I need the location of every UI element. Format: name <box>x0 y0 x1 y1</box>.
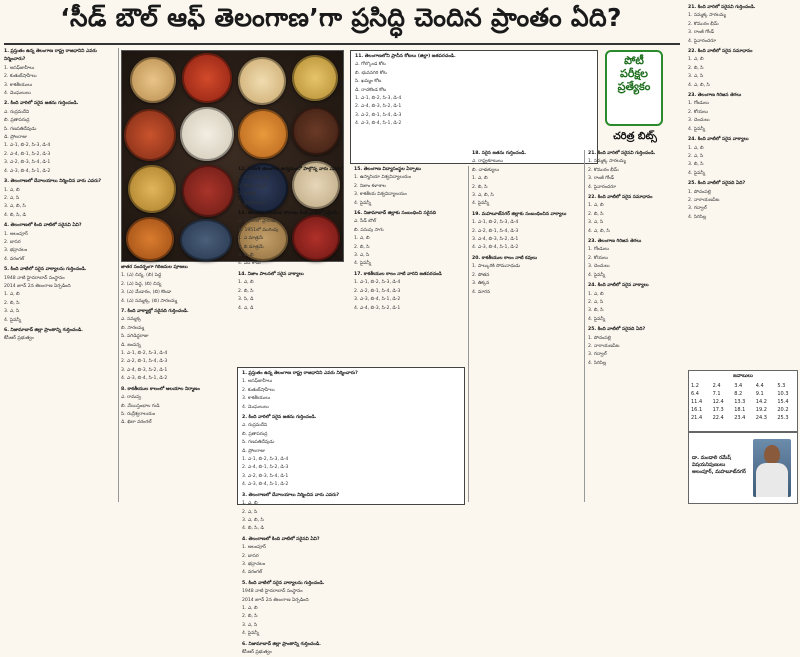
answer-option: 4. ఎ, బి, సి <box>588 228 610 234</box>
answer-option: 1. (ఎ) చిన్న, (బి) పెద్ద <box>121 273 162 279</box>
answer-option: 3. ఎ, సి <box>588 220 604 226</box>
answer-option: 3. చెంచులు <box>688 118 710 124</box>
answer-option: 4. ఎ-3, బి-4, సి-1, డి-2 <box>472 245 519 251</box>
question-text: 23. తెలంగాణ గిరిజన తెగలు <box>588 239 642 245</box>
question-item <box>355 53 593 129</box>
answer-option: సి. గణపతిదేవుడు <box>242 440 275 446</box>
question-item <box>588 326 684 368</box>
answer-option: 1. మర్రి చెన్నారెడ్డి <box>238 175 269 181</box>
answer-option: 2. కొండా లక్ష్మణ్ <box>238 183 267 189</box>
answer-option: 4. సిరిసిల్ల <box>688 214 707 220</box>
question-item <box>238 210 350 269</box>
answer-option: 1. గోండులు <box>688 101 710 107</box>
answer-option: 2. బి, సి <box>4 300 20 306</box>
question-item <box>472 211 582 253</box>
answer-option: 1. ఎ, బి <box>688 145 704 151</box>
question-text: 3. తెలంగాణలో దేవాలయాలు నిర్మించిన వారు ఎవరు? <box>242 492 340 498</box>
answer-option: 1. ఎ, బి <box>242 501 258 507</box>
answer-option: 1. ఎ, బి <box>4 292 20 298</box>
answer-option: 4. ఎ-3, బి-4, సి-1, డి-2 <box>355 121 402 127</box>
question-list <box>242 370 460 657</box>
answer-cell: 21.4 <box>691 415 703 421</box>
answer-cell: 1.2 <box>691 383 699 389</box>
question-text: 19. మహబూబ్‌నగర్ జిల్లాకు సంబంధించిన వాక్యాలు <box>472 211 567 217</box>
question-item <box>242 414 460 490</box>
answer-option: 1. ఉస్మానియా విశ్వవిద్యాలయం <box>354 175 411 181</box>
answer-option: 3. ఎ-4, బి-3, సి-2, డి-1 <box>472 237 519 243</box>
question-item <box>238 271 350 313</box>
page-title: ‘సీడ్ బౌల్ ఆఫ్ తెలంగాణ’గా ప్రసిద్ధి చెందిన ప్రాంతం ఏది? <box>60 3 622 32</box>
author-name: డా. మండాలి రమేష్ <box>692 455 731 461</box>
question-text: 21. కింది వారిలో సరైనవి గుర్తించండి. <box>688 5 756 10</box>
question-text: 11. తెలంగాణలోని ప్రాచీన కోటలు (జిల్లా) జతపరచండి. <box>355 54 456 59</box>
question-item <box>588 150 684 192</box>
answer-option: 1. ఎ మాత్రమే <box>238 236 264 242</box>
answer-option: కేసీఆర్ ప్రభుత్వం <box>242 650 272 655</box>
answer-option: 2. కుతుబ్‌షాహీలు <box>242 387 275 393</box>
answer-option: 2. బి, సి <box>242 614 258 620</box>
answer-option: 4. ఎ-4, బి-3, సి-2, డి-1 <box>354 305 401 311</box>
question-column-3c <box>242 370 460 655</box>
answer-row <box>689 382 797 390</box>
answer-option: 2. ఎ-4, బి-3, సి-2, డి-1 <box>355 104 402 110</box>
question-column-4 <box>354 166 466 364</box>
question-text: 3. తెలంగాణలో దేవాలయాలు నిర్మించిన వారు ఎవరు? <box>4 179 102 185</box>
question-item <box>121 308 233 384</box>
answer-option: 3. కాకతీయులు <box>4 82 33 88</box>
answer-option: 2. ఎ-2, బి-1, సి-4, డి-3 <box>121 359 168 365</box>
answer-cell: 8.2 <box>734 391 743 397</box>
answer-option: 4. బి, సి, డి <box>4 212 26 218</box>
answer-option: 4. మొఘలులు <box>4 91 31 97</box>
question-item <box>4 327 116 344</box>
question-item <box>688 180 796 222</box>
answer-cell: 7.1 <box>712 391 721 397</box>
answer-cell: 23.4 <box>734 415 746 421</box>
question-column-1 <box>4 48 116 504</box>
answer-option: 3. బి, సి <box>588 308 604 314</box>
answer-row <box>689 390 797 398</box>
answer-option: 4. పైవన్నీ <box>472 201 490 207</box>
answer-cell: 16.1 <box>691 407 703 413</box>
answer-option: 4. పైవారందరూ <box>238 200 267 206</box>
answer-option: 2. ఎ, సి <box>688 153 704 159</box>
badge-line-3: ప్రత్యేకం <box>617 80 651 93</box>
question-item <box>4 266 116 325</box>
answer-cell: 13.3 <box>734 399 746 405</box>
answer-option: 1. అసఫ్‌జాహీలు <box>4 65 35 71</box>
badge-line-1: పోటీ <box>624 54 644 67</box>
answer-option: సి. ఖమ్మం కోట <box>355 79 382 85</box>
answer-option: 3. ఎ, బి, సి <box>242 517 264 523</box>
answer-option: 1. ఎ, బి <box>688 57 704 63</box>
answer-option: 4. మారన <box>472 289 491 295</box>
column-divider <box>118 48 119 502</box>
question-text: 14. నిజాం పాలనలో సరైన వాక్యాలు <box>238 271 304 277</box>
question-item <box>4 222 116 264</box>
column-divider <box>468 166 469 502</box>
answer-option: 1. అలంపూర్ <box>4 231 28 237</box>
answer-option: 1. పాల్కురికి సోమనాథుడు <box>472 264 521 270</box>
answer-option: 3. ఎ, సి <box>4 309 20 315</box>
answer-option: 3. భద్రాచలం <box>4 248 28 254</box>
answer-option: ఎ. రుద్రమదేవి <box>4 109 30 115</box>
section-subtitle: చరిత్ర బిట్స్ <box>613 131 657 142</box>
question-item <box>688 48 796 90</box>
answer-option: 2. కుతుబ్‌షాహీలు <box>4 74 37 80</box>
answer-row <box>689 406 797 414</box>
answer-option: 1948 నాటి హైదరాబాద్ సంస్థానం <box>4 275 65 281</box>
answer-option: 1. ఎ, బి <box>238 280 254 286</box>
question-item <box>354 271 466 313</box>
answer-table <box>689 382 797 422</box>
question-list <box>355 53 593 129</box>
answer-cell: 17.3 <box>712 407 724 413</box>
answer-option: బి. ప్రతాపరుద్ర <box>242 431 268 437</box>
answer-option: 3. ఎ-2, బి-1, సి-4, డి-3 <box>355 112 402 118</box>
question-text: 21. కింది వారిలో సరైనవి గుర్తించండి. <box>588 151 656 156</box>
answer-option: 4. పైవన్నీ <box>354 200 372 206</box>
question-item <box>354 210 466 269</box>
answer-option: 3. గద్వాల్ <box>688 206 707 212</box>
answer-option: 4. ఎ-3, బి-4, సి-1, డి-2 <box>121 376 168 382</box>
answer-option: ఎ. రామప్ప <box>121 395 142 401</box>
answer-cell: 4.4 <box>755 383 764 389</box>
answer-option: 3. ఎ, సి <box>354 253 370 259</box>
answer-option: 3. ఎ-2, బి-3, సి-4, డి-1 <box>4 160 51 166</box>
answer-option: 4. పైవన్నీ <box>688 126 706 132</box>
question-list <box>688 4 796 222</box>
question-list <box>4 48 116 344</box>
answer-option: 1948 నాటి హైదరాబాద్ సంస్థానం <box>242 589 303 595</box>
answer-option: 1. ఎ-1, బి-2, సి-3, డి-4 <box>355 96 402 102</box>
question-item <box>472 150 582 209</box>
answer-cell: 3.4 <box>734 383 743 389</box>
answer-option: 4. బి, సి, డి <box>242 526 264 532</box>
question-text: 4. తెలంగాణలో కింది వాటిలో సరైనవి ఏవి? <box>4 223 82 229</box>
answer-option: 1. ఎ, బి <box>242 605 258 611</box>
answer-row <box>689 398 797 406</box>
answer-option: 1. ఎ, బి <box>4 187 20 193</box>
question-text: 5. కింది వాటిలో సరైన వాక్యాలను గుర్తించండి. <box>4 267 87 273</box>
answer-cell: 10.3 <box>777 391 789 397</box>
answer-option: 1. అలంపూర్ <box>242 545 266 551</box>
question-text: 22. కింది వాటిలో సరైన సమాధానం <box>688 49 753 55</box>
answer-option: 3. ఎ, సి <box>242 622 258 628</box>
question-text: 16. నిజామాబాద్ జిల్లాకు సంబంధించి సరైనది <box>354 211 436 217</box>
answer-option: 4. పైవన్నీ <box>4 317 22 323</box>
answer-option: 4. పైవన్నీ <box>688 170 706 176</box>
answer-option: 3. ఎ, బి, సి <box>4 204 26 210</box>
answer-option: ఎ. 1946లో ప్రారంభం <box>238 219 278 225</box>
answer-option: డి. ప్రోలరాజు <box>4 135 28 141</box>
question-item <box>242 580 460 639</box>
question-item <box>242 536 460 578</box>
answer-option: డి. జంపన్న <box>121 342 141 348</box>
answer-option: డి. ఖిలా వరంగల్ <box>121 420 152 426</box>
question-text: 12. 1969 తెలంగాణ ఉద్యమంలో పాల్గొన్న వారు ఎవరు? <box>238 167 344 172</box>
answer-option: 3. తిక్కన <box>472 281 490 287</box>
answer-option: 2. బి, సి <box>354 244 370 250</box>
answer-option: ఎ. రాష్ట్రకూటులు <box>472 159 503 165</box>
question-item <box>4 48 116 98</box>
answer-option: 1. ఎ-1, బి-2, సి-3, డి-4 <box>121 351 168 357</box>
question-text: 24. కింది వాటిలో సరైన వాక్యాలు <box>688 137 749 143</box>
answer-option: 1. ఎ-1, బి-2, సి-3, డి-4 <box>354 280 401 286</box>
question-item <box>242 641 460 657</box>
answer-option: 3. సి, డి <box>238 297 254 303</box>
answer-key <box>688 370 798 432</box>
question-item <box>242 492 460 534</box>
question-text: జాతర సందర్భంగా గిరిజనుల పూజలు <box>121 265 188 270</box>
answer-option: 2. ఎ-4, బి-1, సి-2, డి-3 <box>4 151 51 157</box>
question-list <box>588 150 684 368</box>
answer-option: బి. సారలమ్మ <box>121 325 145 331</box>
answer-option: బి. భువనగిరి కోట <box>355 70 387 76</box>
answer-option: 1. సమ్మక్క సారలమ్మ <box>588 159 626 165</box>
answer-option: 1. ఎ, బి <box>472 176 488 182</box>
answer-cell: 2.4 <box>712 383 721 389</box>
answer-option: 2. బాసర <box>242 553 259 559</box>
answer-option: 3. రాంజీ గోండ్ <box>688 30 714 36</box>
answer-option: 1. ఎ-1, బి-2, సి-3, డి-4 <box>4 143 51 149</box>
answer-option: సి. గణపతిదేవుడు <box>4 126 37 132</box>
answer-option: 4. ఎ-3, బి-4, సి-1, డి-2 <box>4 168 51 174</box>
answer-cell: 15.4 <box>777 399 789 405</box>
question-text: 2. కింది వారిలో సరైన జతను గుర్తించండి. <box>242 415 317 421</box>
answer-option: 2. ఎ, సి <box>4 195 20 201</box>
answer-option: 2. బి, సి <box>472 184 488 190</box>
answer-option: 3. ఎ-4, బి-3, సి-2, డి-1 <box>121 367 168 373</box>
question-item <box>354 166 466 208</box>
answer-option: 4. ఎ, డి <box>238 305 254 311</box>
question-list <box>121 264 233 428</box>
answer-option: 1. అసఫ్‌జాహీలు <box>242 379 273 385</box>
question-text: 20. కాకతీయుల కాలం నాటి కవులు <box>472 255 538 261</box>
question-text: 23. తెలంగాణ గిరిజన తెగలు <box>688 93 742 99</box>
question-column-3a <box>355 53 593 161</box>
answer-option: 2. పోతన <box>472 272 490 278</box>
answer-option: డి. ప్రోలరాజు <box>242 448 266 454</box>
question-item <box>588 238 684 280</box>
question-column-3b <box>238 166 350 364</box>
question-text: 15. తెలంగాణ విద్యాసంస్థల ఏర్పాటు <box>354 167 421 172</box>
question-text: 24. కింది వాటిలో సరైన వాక్యాలు <box>588 283 649 289</box>
answer-option: 1. ఎ-1, బి-2, సి-3, డి-4 <box>472 220 519 226</box>
answer-option: 2014 జూన్ 2న తెలంగాణ ఏర్పడింది <box>242 597 309 603</box>
answer-cell: 6.4 <box>691 391 699 397</box>
answer-option: 4. పైవన్నీ <box>354 261 372 267</box>
answer-option: 2. కోయలు <box>688 109 708 115</box>
answer-option: 2. నారాయణపేట <box>588 343 620 349</box>
answer-option: 4. వరంగల్ <box>4 256 25 262</box>
question-text: 25. కింది వాటిలో సరైనది ఏది? <box>688 181 746 187</box>
question-column-7 <box>688 4 796 366</box>
answer-option: 4. ఎ, బి, సి <box>688 82 710 88</box>
avatar <box>753 439 791 497</box>
answer-row <box>689 414 797 422</box>
author-place: అలంపూర్, మహబూబ్‌నగర్ <box>692 469 746 475</box>
answer-option: 2. ఎ, సి <box>588 299 604 305</box>
answer-option: 4. వరంగల్ <box>242 570 263 576</box>
answer-cell: 11.4 <box>691 399 703 405</box>
question-text: 6. నిజామాబాద్ జిల్లా ప్రాంతాన్ని గుర్తించండి. <box>4 328 83 333</box>
answer-option: 1. పోచంపల్లి <box>588 335 611 341</box>
answer-option: బి. వేయిస్తంభాల గుడి <box>121 403 160 409</box>
headline-rule <box>4 43 680 45</box>
answer-option: ఎ. గోల్కొండ కోట <box>355 62 386 68</box>
question-text: 25. కింది వాటిలో సరైనది ఏది? <box>588 327 646 333</box>
question-text: 6. నిజామాబాద్ జిల్లా ప్రాంతాన్ని గుర్తించండి. <box>242 641 321 647</box>
answer-cell: 22.4 <box>712 415 724 421</box>
question-column-5 <box>472 150 582 502</box>
answer-key-title: జవాబులు <box>733 373 753 379</box>
answer-option: 2. బి, సి <box>238 288 254 294</box>
answer-option: ఎ. రుద్రమదేవి <box>242 423 268 429</box>
answer-cell: 14.2 <box>755 399 767 405</box>
answer-option: 3. భద్రాచలం <box>242 561 266 567</box>
answer-option: 1. ఎ-1, బి-2, సి-3, డి-4 <box>242 457 289 463</box>
answer-option: 2. కొమురం భీమ్ <box>588 167 619 173</box>
answer-option: 2. బాసర <box>4 239 21 245</box>
answer-option: 2014 జూన్ 2న తెలంగాణ ఏర్పడింది <box>4 283 71 289</box>
column-divider <box>584 150 585 502</box>
answer-option: ఎ. సీడ్ బౌల్ <box>354 219 376 225</box>
answer-option: 3. కాకతీయ విశ్వవిద్యాలయం <box>354 192 407 198</box>
answer-option: 1. ఎ, బి <box>354 236 370 242</box>
question-item <box>4 178 116 220</box>
question-list <box>238 166 350 313</box>
answer-option: కేసీఆర్ ప్రభుత్వం <box>4 336 34 342</box>
answer-option: 2. బి మాత్రమే <box>238 244 264 250</box>
answer-option: బి. చాళుక్యులు <box>472 167 500 173</box>
answer-option: 1. ఎ, బి <box>588 203 604 209</box>
answer-option: 3. బి, సి <box>688 162 704 168</box>
question-item <box>688 136 796 178</box>
question-item <box>238 166 350 208</box>
question-text: 7. కింది వాక్యాల్లో సరైనది గుర్తించండి. <box>121 309 189 315</box>
answer-option: 2. బి, సి <box>588 211 604 217</box>
answer-option: 1. ఎ, బి <box>588 291 604 297</box>
answer-option: బి. 1951లో ముగింపు <box>238 227 279 233</box>
question-text: 1. ప్రస్తుతం ఉన్న తెలంగాణ రాష్ట్ర రాజధానిని ఎవరు నిర్మించారు? <box>242 371 358 376</box>
badge-line-2: పరీక్షల <box>620 67 648 80</box>
question-box-top <box>350 50 598 164</box>
answer-option: 4. సిరిసిల్ల <box>588 360 607 366</box>
answer-option: డి. రాచకొండ కోట <box>355 87 387 93</box>
answer-option: 2. కోయలు <box>588 255 608 261</box>
answer-option: 2. ఎ-2, బి-1, సి-4, డి-3 <box>472 228 519 234</box>
answer-option: సి. రుద్రేశ్వరాలయం <box>121 411 156 417</box>
question-text: 1. ప్రస్తుతం ఉన్న తెలంగాణ రాష్ట్ర రాజధానిని ఎవరు నిర్మించారు? <box>4 49 97 63</box>
answer-option: 3. ఎ, బి, సి <box>472 193 494 199</box>
answer-option: 3. ఎ-3, బి-4, సి-1, డి-2 <box>354 297 401 303</box>
answer-cell: 9.1 <box>755 391 764 397</box>
answer-cell: 5.3 <box>777 383 786 389</box>
section-badge <box>605 50 663 126</box>
answer-option: 4. మొఘలులు <box>242 404 269 410</box>
answer-option: 1. పోచంపల్లి <box>688 189 711 195</box>
answer-option: 4. పైవారందరూ <box>588 184 617 190</box>
answer-option: 3. (ఎ) మేడారం, (బి) కొండా <box>121 290 172 296</box>
answer-cell: 18.1 <box>734 407 746 413</box>
question-text: 18. సరైన జతను గుర్తించండి. <box>472 151 527 156</box>
answer-option: 3. చెంచులు <box>588 264 610 270</box>
question-text: 2. కింది వారిలో సరైన జతను గుర్తించండి. <box>4 101 79 107</box>
answer-option: 1. గోండులు <box>588 247 610 253</box>
answer-option: 2. (ఎ) పెద్ద, (బి) చిన్న <box>121 281 162 287</box>
answer-option: 3. కాకతీయులు <box>242 396 271 402</box>
answer-option: 4. (ఎ) సమ్మక్క, (బి) సారలమ్మ <box>121 298 178 304</box>
answer-option: 2. నిజాం కళాశాల <box>354 183 386 189</box>
question-column-6 <box>588 150 684 502</box>
answer-option: 2. బి, సి <box>688 65 704 71</box>
question-text: 8. కాకతీయుల కాలంలో ఆలయాల నిర్మాణం <box>121 386 200 392</box>
question-box-bottom <box>237 367 465 655</box>
answer-cell: 20.2 <box>777 407 789 413</box>
answer-option: 3. గద్వాల్ <box>588 352 607 358</box>
question-list <box>472 150 582 297</box>
answer-option: 4. ఎ-3, బి-4, సి-1, డి-2 <box>242 482 289 488</box>
question-text: 5. కింది వాటిలో సరైన వాక్యాలను గుర్తించండి. <box>242 580 325 586</box>
answer-option: ఎ. సమ్మక్క <box>121 317 141 323</box>
answer-option: 4. పైవన్నీ <box>588 272 606 278</box>
answer-option: 4. పైవన్నీ <box>588 316 606 322</box>
answer-option: 2. ఎ-2, బి-1, సి-4, డి-3 <box>354 288 401 294</box>
answer-cell: 19.2 <box>755 407 767 413</box>
question-list <box>354 166 466 313</box>
answer-option: 2. నారాయణపేట <box>688 197 720 203</box>
question-text: 17. కాకతీయుల కాలం నాటి వారిని జతపరచండి <box>354 271 442 277</box>
answer-option: 2. ఎ, సి <box>242 509 258 515</box>
answer-option: 2. కొమురం భీమ్ <box>688 21 719 27</box>
answer-option: 4. పైవారందరూ <box>688 38 717 44</box>
answer-option: 4. ఏదీ కాదు <box>238 261 261 267</box>
answer-cell: 24.3 <box>755 415 767 421</box>
answer-option: 3. రాంజీ గోండ్ <box>588 176 614 182</box>
answer-option: 3. ఎ-2, బి-3, సి-4, డి-1 <box>242 473 289 479</box>
question-item <box>121 264 233 306</box>
answer-option: 2. ఎ-4, బి-1, సి-2, డి-3 <box>242 465 289 471</box>
answer-option: 3. ఎ, సి <box>688 74 704 80</box>
question-item <box>688 4 796 46</box>
question-item <box>688 92 796 134</box>
answer-option: 1. సమ్మక్క సారలమ్మ <box>688 13 726 19</box>
answer-option: సి. పగిడిద్దరాజు <box>121 334 149 340</box>
answer-cell: 12.4 <box>712 399 724 405</box>
question-item <box>472 255 582 297</box>
answer-cell: 25.3 <box>777 415 789 421</box>
question-item <box>121 386 233 428</box>
author-info <box>692 455 750 476</box>
answer-option: బి. ప్రతాపరుద్ర <box>4 118 30 124</box>
question-item <box>588 282 684 324</box>
question-text: 22. కింది వాటిలో సరైన సమాధానం <box>588 195 653 201</box>
answer-option: 3. కాళోజీ <box>238 192 256 198</box>
answer-option: బి. పసుపు సాగు <box>354 227 384 233</box>
question-item <box>4 100 116 176</box>
question-text: 4. తెలంగాణలో కింది వాటిలో సరైనవి ఏవి? <box>242 536 320 542</box>
question-item <box>588 194 684 236</box>
answer-option: 4. పైవన్నీ <box>242 631 260 637</box>
question-column-2 <box>121 264 233 504</box>
question-text: 13. తెలంగాణ సాయుధ పోరాటం కింది వాటిలో సరైనది. <box>238 211 339 217</box>
question-item <box>242 370 460 412</box>
author-title: విషయనిపుణులు <box>692 462 726 468</box>
author-card <box>688 432 798 504</box>
answer-option: 3. ఎ, బి <box>238 253 254 259</box>
